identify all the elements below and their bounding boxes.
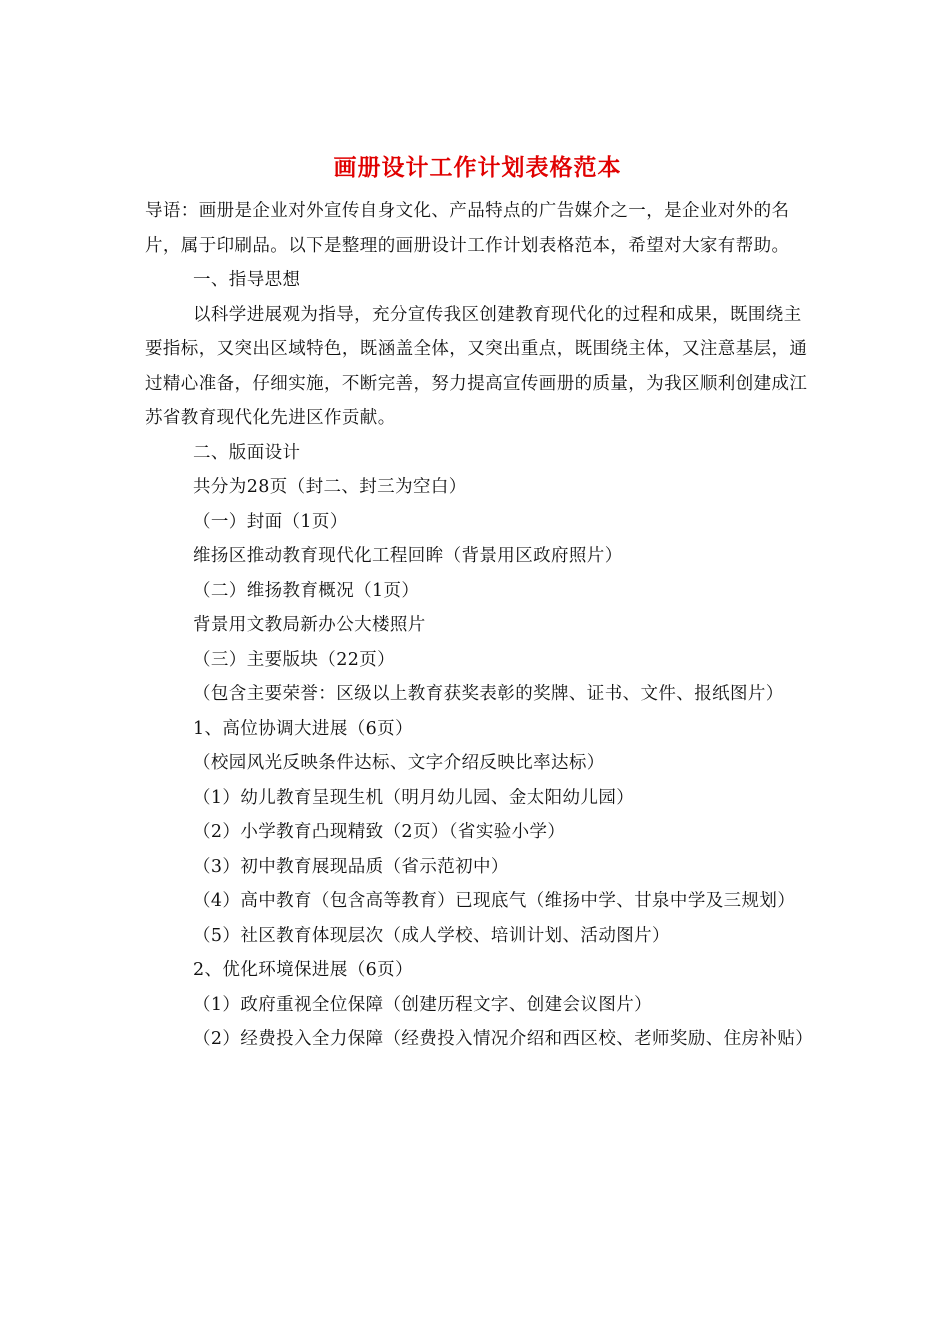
paragraph: 背景用文教局新办公大楼照片 (193, 615, 426, 635)
paragraph: 导语：画册是企业对外宣传自身文化、产品特点的广告媒介之一，是企业对外的名片，属于印刷品。以下是整理的画册设计工作计划表格范本，希望对大家有帮助。 (145, 201, 790, 256)
paragraph: （1）政府重视全位保障（创建历程文字、创建会议图片） (193, 994, 653, 1015)
document-title: 画册设计工作计划表格范本 (333, 154, 622, 181)
paragraph: （三）主要版块（22页） (193, 649, 396, 670)
paragraph: 1、高位协调大进展（6页） (193, 718, 413, 739)
paragraph: （2）经费投入全力保障（经费投入情况介绍和西区校、老师奖励、住房补贴） (193, 1029, 814, 1049)
paragraph: （2）小学教育凸现精致（2页）（省实验小学） (193, 822, 566, 842)
paragraph: 一、指导思想 (193, 270, 301, 290)
paragraph: 2、优化环境保进展（6页） (193, 960, 413, 980)
paragraph: （5）社区教育体现层次（成人学校、培训计划、活动图片） (193, 925, 670, 946)
paragraph: 二、版面设计 (193, 442, 301, 463)
paragraph: 以科学进展观为指导，充分宣传我区创建教育现代化的过程和成果，既围绕主要指标，又突出区域特色，既涵盖全体，又突出重点，既围绕主体，又注意基层，通过精心准备，仔细实施，不断完善，努力提高宣传画册的质量，为我区顺利创建成江苏省教育现代化先进区作贡献。 (145, 304, 808, 428)
paragraph: （1）幼儿教育呈现生机（明月幼儿园、金太阳幼儿园） (193, 787, 635, 808)
document-page (145, 150, 814, 1057)
paragraph: （一）封面（1页） (193, 511, 348, 532)
paragraph: 维扬区推动教育现代化工程回眸（背景用区政府照片） (193, 546, 623, 566)
paragraph: （3）初中教育展现品质（省示范初中） (193, 856, 509, 877)
document-body (145, 194, 814, 1057)
paragraph: （二）维扬教育概况（1页） (193, 580, 420, 601)
paragraph: 共分为28页（封二、封三为空白） (193, 477, 467, 497)
paragraph: （校园风光反映条件达标、文字介绍反映比率达标） (193, 753, 605, 773)
paragraph: （包含主要荣誉：区级以上教育获奖表彰的奖牌、证书、文件、报纸图片） (193, 684, 784, 704)
paragraph: （4）高中教育（包含高等教育）已现底气（维扬中学、甘泉中学及三规划） (193, 891, 796, 911)
